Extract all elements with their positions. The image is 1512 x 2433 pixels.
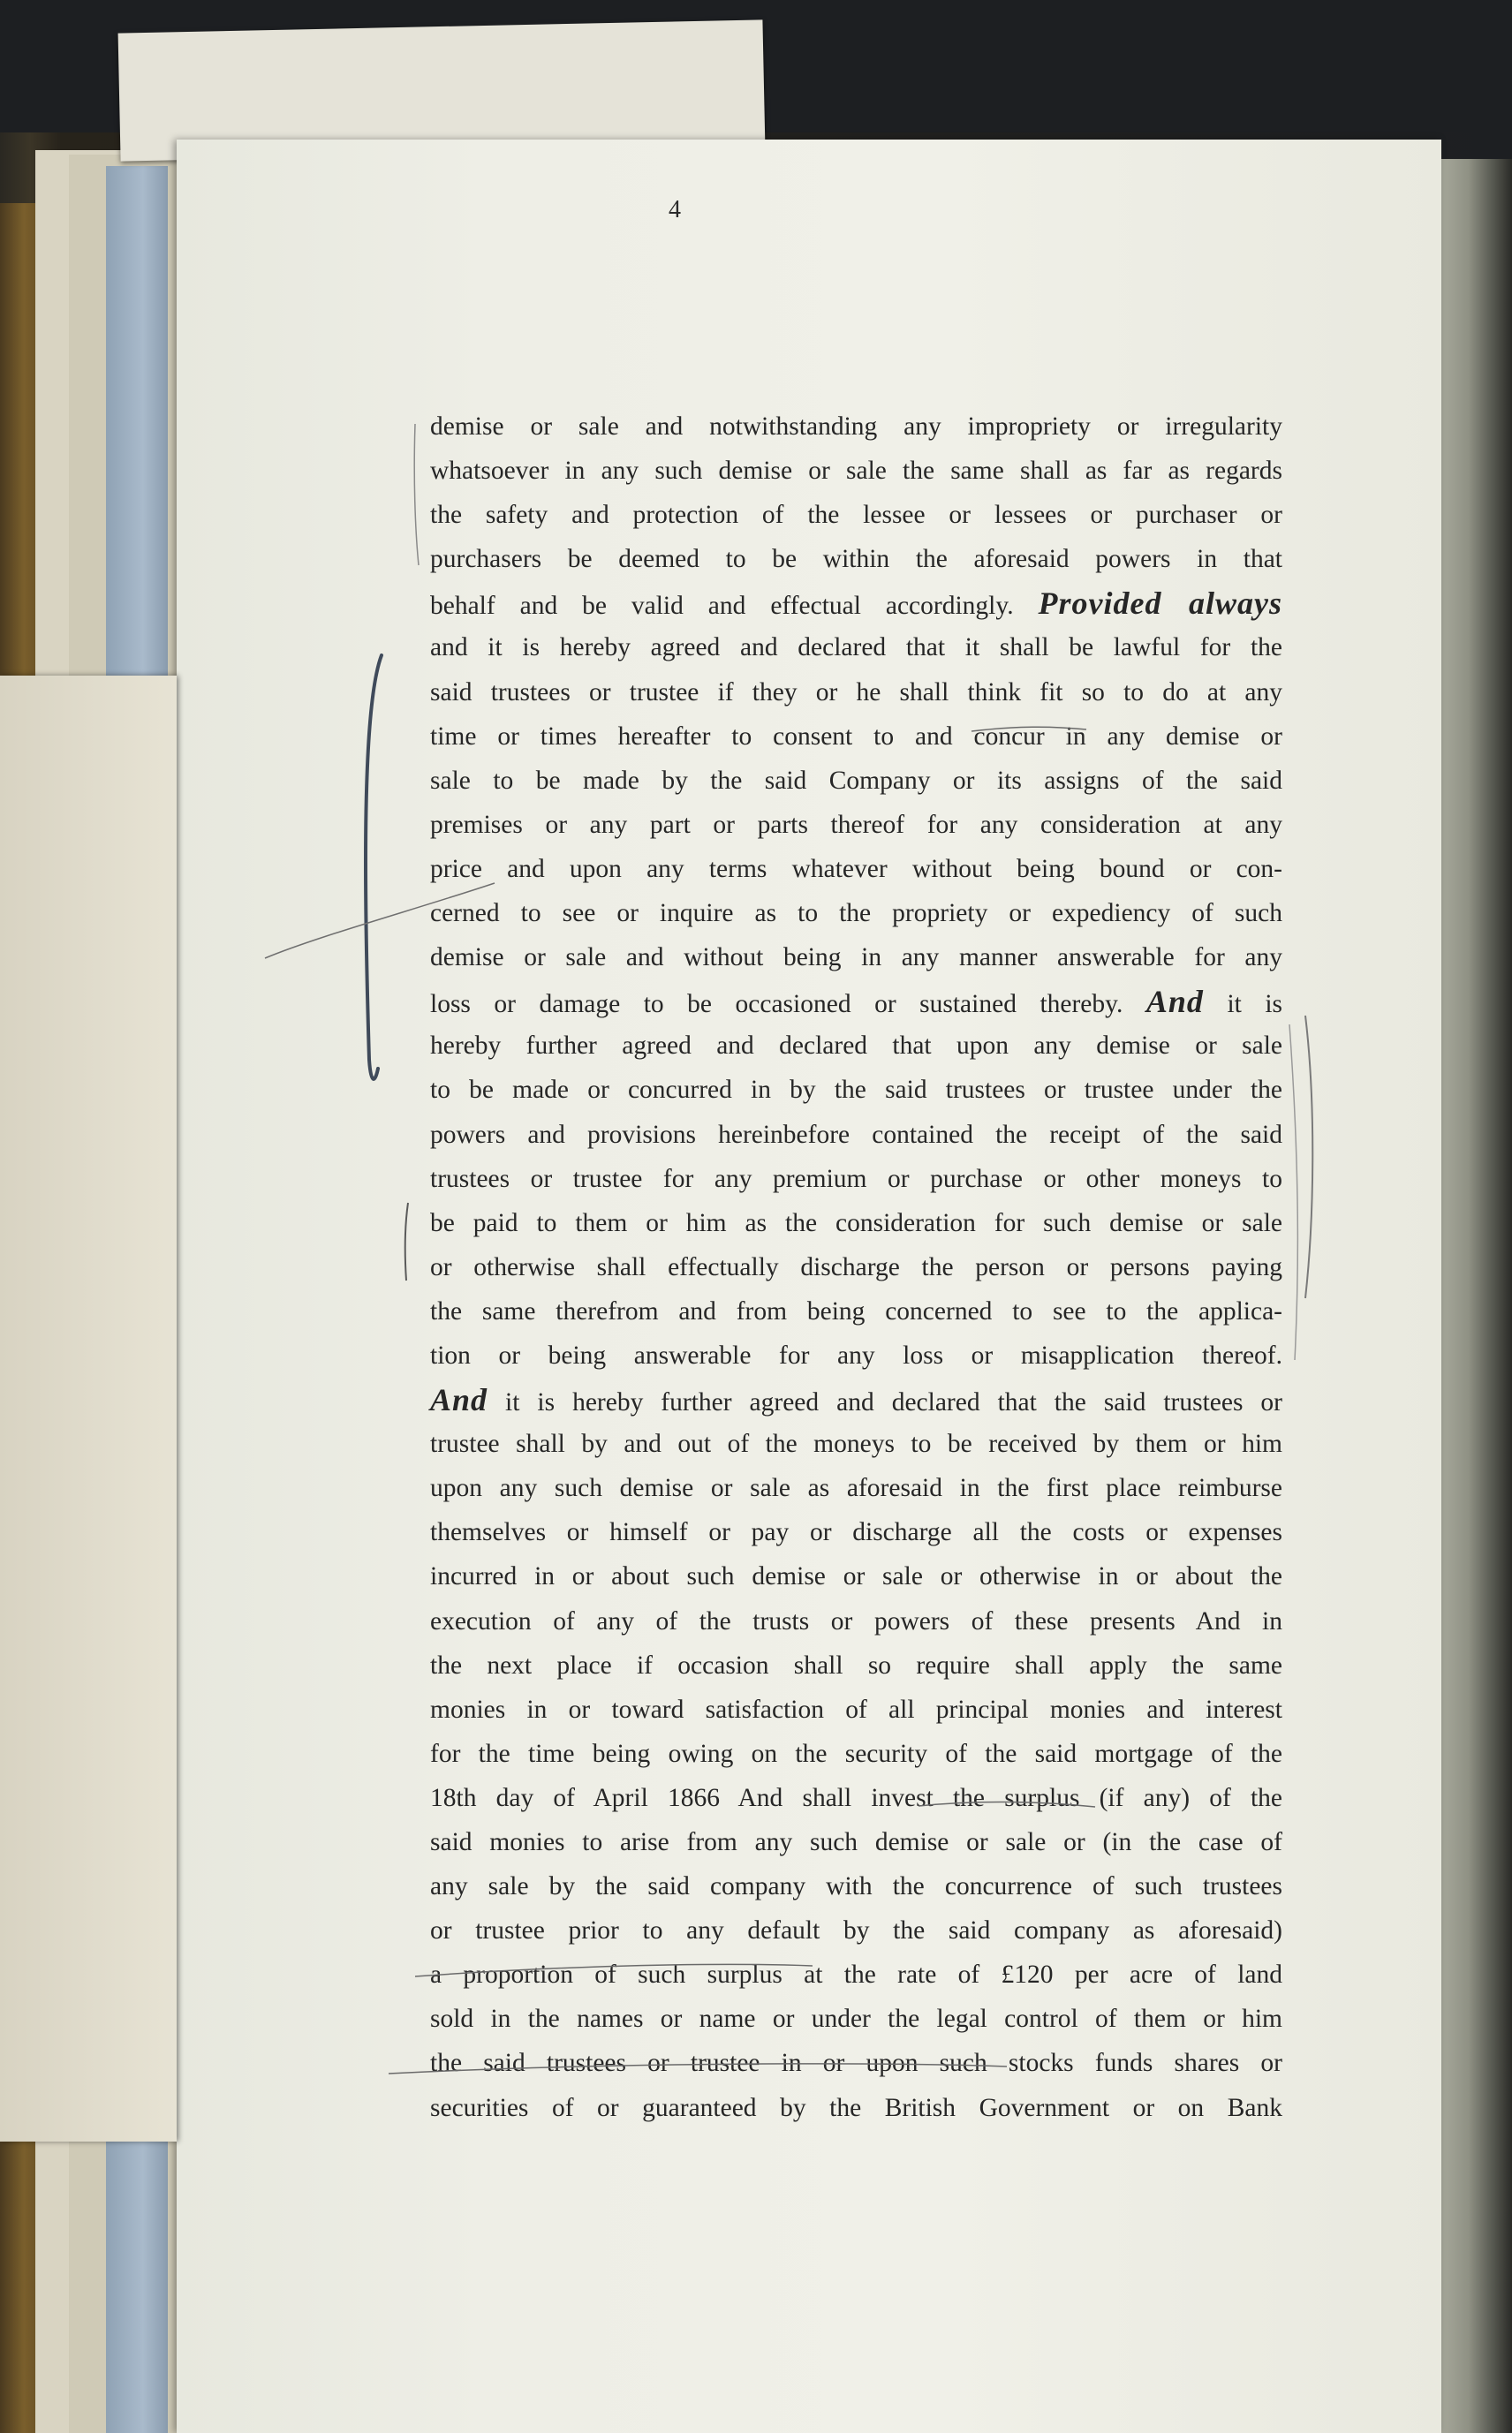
- text-line: [430, 847, 1282, 891]
- line-text: themselves or himself or pay or discharge all the costs or expenses: [430, 1518, 1282, 1547]
- text-line: [430, 1289, 1282, 1334]
- line-text: trustees or trustee for any premium or purchase or other moneys to: [430, 1164, 1282, 1193]
- text-line: [430, 1599, 1282, 1643]
- line-text: the next place if occasion shall so require shall apply the same: [430, 1651, 1282, 1680]
- line-text: 18th day of April 1866 And shall invest the surplus (if any) of the: [430, 1783, 1282, 1812]
- paper-slip-left: [0, 676, 177, 2142]
- text-line: [430, 1334, 1282, 1378]
- text-line: [430, 2086, 1282, 2130]
- line-text: sale to be made by the said Company or its assigns of the said: [430, 766, 1282, 795]
- text-line: [430, 891, 1282, 935]
- text-line: [430, 714, 1282, 759]
- line-text: the same therefrom and from being concerned to see to the applica-: [430, 1296, 1282, 1326]
- line-text: said monies to arise from any such demise or sale or (in the case of: [430, 1828, 1282, 1856]
- text-line: [430, 1422, 1282, 1466]
- text-line: [430, 1510, 1282, 1554]
- text-line: [430, 449, 1282, 493]
- text-line: [430, 2041, 1282, 2085]
- line-text: to be made or concurred in by the said trustees or trustee under the: [430, 1076, 1282, 1105]
- line-text: any sale by the said company with the concurrence of such trustees: [430, 1872, 1282, 1901]
- line-text: whatsoever in any such demise or sale the same shall as far as regards: [430, 457, 1282, 486]
- line-text: premises or any part or parts thereof for any consideration at any: [430, 810, 1282, 839]
- line-text: execution of any of the trusts or powers of these presents And in: [430, 1606, 1282, 1636]
- line-text: cerned to see or inquire as to the propriety or expediency of such: [430, 899, 1282, 928]
- line-text: behalf and be valid and effectual accordingly.: [430, 592, 1014, 621]
- blackletter-word: Provided always: [1038, 586, 1283, 622]
- line-text: trustee shall by and out of the moneys to be received by them or him: [430, 1430, 1282, 1459]
- text-line: [430, 493, 1282, 537]
- text-line: [430, 1466, 1282, 1510]
- line-text: upon any such demise or sale as aforesaid in the first place reimburse: [430, 1474, 1282, 1503]
- text-line: [430, 670, 1282, 714]
- text-line: [430, 1864, 1282, 1908]
- text-line: [430, 581, 1282, 625]
- text-line: [430, 1732, 1282, 1776]
- line-text: demise or sale and without being in any manner answerable for any: [430, 943, 1282, 972]
- body-text: [430, 404, 1282, 2130]
- text-line: [430, 1997, 1282, 2041]
- text-line: [430, 1157, 1282, 1201]
- line-text: monies in or toward satisfaction of all principal monies and interest: [430, 1695, 1282, 1724]
- line-text: sold in the names or name or under the legal control of them or him: [430, 2005, 1282, 2034]
- text-line: [430, 1201, 1282, 1245]
- text-line: [430, 1643, 1282, 1688]
- line-text: tion or being answerable for any loss or misapplication thereof.: [430, 1341, 1282, 1370]
- text-line: [430, 1068, 1282, 1112]
- blackletter-word: And: [1145, 984, 1204, 1020]
- text-line: [430, 1688, 1282, 1732]
- text-line: [430, 1820, 1282, 1864]
- line-text: be paid to them or him as the consideration for such demise or sale: [430, 1208, 1282, 1237]
- line-text: price and upon any terms whatever without being bound or con-: [430, 854, 1282, 883]
- line-text: demise or sale and notwithstanding any impropriety or irregularity: [430, 412, 1282, 441]
- text-line: [430, 1245, 1282, 1289]
- text-line: [430, 1378, 1282, 1422]
- text-line: [430, 537, 1282, 581]
- line-text: it is hereby further agreed and declared that the said trustees or: [505, 1388, 1282, 1417]
- text-line: [430, 1908, 1282, 1953]
- text-line: [430, 1953, 1282, 1997]
- text-line: [430, 1113, 1282, 1157]
- line-text: for the time being owing on the security of the said mortgage of the: [430, 1739, 1282, 1768]
- line-text: the safety and protection of the lessee or lessees or purchaser or: [430, 501, 1282, 530]
- line-text: loss or damage to be occasioned or sustained thereby.: [430, 990, 1123, 1019]
- blackletter-word: And: [430, 1382, 488, 1418]
- text-line: [430, 1776, 1282, 1820]
- page-stack-edge: [1440, 159, 1512, 2433]
- text-line: [430, 1554, 1282, 1598]
- line-text: or trustee prior to any default by the said company as aforesaid): [430, 1916, 1282, 1946]
- text-line: [430, 759, 1282, 803]
- text-line: [430, 803, 1282, 847]
- line-text: and it is hereby agreed and declared that it shall be lawful for the: [430, 633, 1282, 662]
- line-text: said trustees or trustee if they or he shall think fit so to do at any: [430, 677, 1282, 706]
- line-text: hereby further agreed and declared that upon any demise or sale: [430, 1031, 1282, 1061]
- text-line: [430, 979, 1282, 1024]
- page-number: 4: [669, 196, 681, 223]
- text-line: [430, 404, 1282, 449]
- line-text: the said trustees or trustee in or upon such stocks funds shares or: [430, 2049, 1282, 2078]
- text-line: [430, 625, 1282, 669]
- line-text: powers and provisions hereinbefore contained the receipt of the said: [430, 1120, 1282, 1149]
- line-text: purchasers be deemed to be within the aforesaid powers in that: [430, 545, 1282, 574]
- line-text: or otherwise shall effectually discharge the person or persons paying: [430, 1252, 1282, 1281]
- text-line: [430, 1024, 1282, 1068]
- text-line: [430, 935, 1282, 979]
- line-text: time or times hereafter to consent to and concur in any demise or: [430, 722, 1282, 751]
- line-text: a proportion of such surplus at the rate of £120 per acre of land: [430, 1961, 1282, 1990]
- line-text-tail: it is: [1227, 990, 1283, 1019]
- line-text: incurred in or about such demise or sale or otherwise in or about the: [430, 1562, 1282, 1591]
- line-text: securities of or guaranteed by the British Government or on Bank: [430, 2093, 1282, 2122]
